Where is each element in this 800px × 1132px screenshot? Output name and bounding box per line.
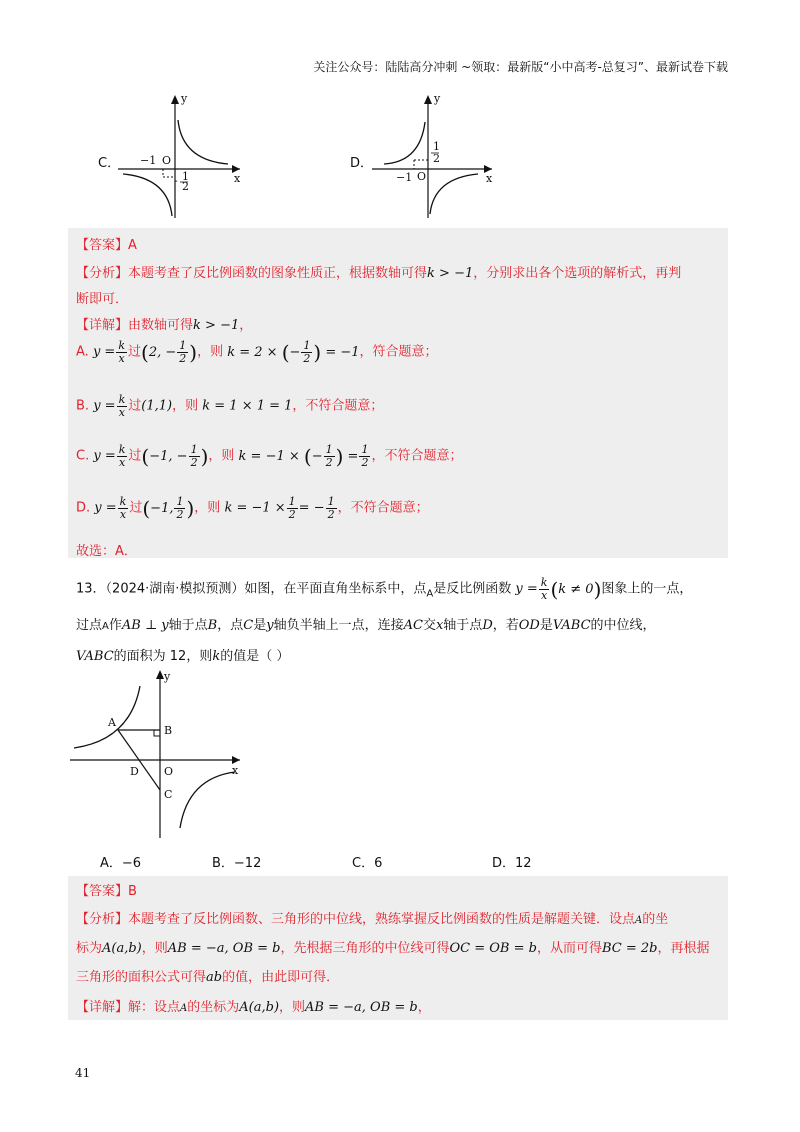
q13-l2-g: 交 bbox=[422, 618, 436, 633]
q13-l2-y: y bbox=[266, 618, 274, 633]
graph-d-neg1: −1 bbox=[396, 171, 413, 184]
q13-analysis-coord: A(a,b) bbox=[102, 941, 142, 956]
q13-l2-f: 轴负半轴上一点，连接 bbox=[273, 618, 404, 633]
q13-line3 bbox=[76, 645, 289, 664]
q13-analysis-line1 bbox=[76, 908, 668, 927]
q13-detail-2: 的坐标为 bbox=[187, 1000, 240, 1015]
q13-detail-coord: A(a,b) bbox=[239, 1000, 280, 1015]
q13-answer: B bbox=[128, 884, 137, 899]
q12-b-expr: k = 1 × 1 = 1 bbox=[202, 398, 293, 414]
q12-option-b-line: B. y = $\frac{k}{x}$ 过(1,1)，则 k = 1 × 1 = 1，不符合题意； bbox=[76, 393, 384, 419]
q13-detail-3: ，则 bbox=[279, 1000, 306, 1015]
q13-analysis-ab: ab bbox=[206, 970, 223, 985]
q13-line1: 13．（2024·湖南·模拟预测）如图，在平面直角坐标系中，点$_A$是反比例函数 y = $\frac{k}{x}$ (k ≠ 0)图象上的一点， bbox=[76, 576, 693, 602]
q12-detail-ineq: k > −1 bbox=[193, 318, 240, 333]
q13-l2-pt: A bbox=[102, 621, 109, 632]
q13-detail-eq: AB = −a, OB = b bbox=[305, 1000, 418, 1015]
q13-analysis-2: 的坐 bbox=[642, 912, 669, 927]
q12-c-guo: 过 bbox=[128, 448, 142, 464]
q13-analysis-6: ，从而可得 bbox=[536, 941, 602, 956]
q13-l2-OD: OD bbox=[518, 618, 540, 633]
q13-l2-j: 是 bbox=[539, 618, 553, 633]
q13-line2 bbox=[76, 614, 656, 633]
page-number: 41 bbox=[75, 1066, 91, 1080]
q13-fig-C: C bbox=[164, 788, 173, 801]
q13-answer-line bbox=[76, 880, 137, 899]
graph-c-half-n: 1 bbox=[182, 170, 189, 183]
q13-figure bbox=[70, 668, 250, 843]
q12-d-nofit: ，不符合题意； bbox=[337, 500, 429, 516]
q12-analysis-line1 bbox=[76, 262, 681, 281]
q12-answer-tag: 【答案】 bbox=[76, 238, 129, 253]
q13-l2-k: 的中位线， bbox=[590, 618, 656, 633]
q13-l2-i: ，若 bbox=[492, 618, 519, 633]
q13-l3-k: k bbox=[212, 649, 221, 664]
q12-detail-text: 由数轴可得 bbox=[128, 318, 194, 333]
q13-l2-a: 过点 bbox=[76, 618, 103, 633]
graph-d-origin: O bbox=[417, 170, 427, 183]
q13-choice-d: D．12 bbox=[492, 856, 532, 871]
graph-c-neg1: −1 bbox=[140, 154, 157, 167]
q13-detail-pt: A bbox=[180, 1003, 188, 1014]
q12-analysis-text1: 本题考查了反比例函数的图象性质正，根据数轴可得 bbox=[128, 266, 428, 281]
q13-l2-C: C bbox=[243, 618, 254, 633]
q13-choice-b: B．−12 bbox=[212, 856, 262, 871]
q13-choice-c: C．6 bbox=[352, 856, 383, 871]
q12-detail-tag: 【详解】 bbox=[76, 318, 129, 333]
q13-analysis-5: ，先根据三角形的中位线可得 bbox=[280, 941, 450, 956]
q13-analysis-line2 bbox=[76, 937, 709, 956]
q12-option-c-line: C. y = $\frac{k}{x}$ 过(−1, − $\frac{1}{2}$ )，则 k = −1 × (− $\frac{1}{2}$ ) = $\frac{1}{2}$ ，不符合题意； bbox=[76, 443, 463, 469]
graph-d-x: x bbox=[486, 172, 493, 185]
q12-b-point: (1,1) bbox=[141, 398, 173, 414]
graph-c-half-d: 2 bbox=[182, 180, 189, 193]
q12-answer: A bbox=[128, 238, 137, 253]
option-d-label: D． bbox=[350, 156, 374, 171]
q13-line1-point: A bbox=[426, 588, 434, 600]
q12-b-guo: 过 bbox=[128, 398, 142, 414]
q13-l2-b: 作 bbox=[108, 618, 122, 633]
q13-analysis-pt: A bbox=[635, 915, 643, 926]
q13-l2-h: 轴于点 bbox=[443, 618, 483, 633]
q13-detail-1: 解：设点 bbox=[128, 1000, 181, 1015]
q13-l3-tri: VABC bbox=[76, 649, 114, 664]
q13-l2-x: x bbox=[435, 618, 444, 633]
q13-fig-y: y bbox=[164, 670, 171, 683]
q12-analysis-tag: 【分析】 bbox=[76, 266, 129, 281]
q13-fig-B: B bbox=[164, 724, 173, 737]
q12-d-guo: 过 bbox=[129, 500, 143, 516]
q13-l2-e: 是 bbox=[253, 618, 267, 633]
q12-detail-line bbox=[76, 314, 252, 333]
graph-d-y: y bbox=[434, 92, 441, 105]
q13-l2-c: 轴于点 bbox=[168, 618, 208, 633]
q12-a-guo: 过 bbox=[127, 344, 141, 360]
page-header: 关注公众号：陆陆高分冲刺 ~领取：最新版“小中高考-总复习”、最新试卷下载 bbox=[313, 60, 728, 74]
q12-analysis-line2: 断即可． bbox=[76, 292, 129, 307]
q12-a-ze: ，则 bbox=[197, 344, 224, 360]
graph-option-d bbox=[372, 92, 502, 222]
q13-fig-A: A bbox=[108, 716, 116, 729]
q12-d-ze: ，则 bbox=[194, 500, 221, 516]
q12-c-label: C. bbox=[76, 448, 90, 464]
q12-analysis-text2: ，分别求出各个选项的解析式，再判 bbox=[473, 266, 682, 281]
q13-analysis-8: 三角形的面积公式可得 bbox=[76, 970, 207, 985]
q13-analysis-1: 本题考查了反比例函数、三角形的中位线，熟练掌握反比例函数的性质是解题关键．设点 bbox=[128, 912, 636, 927]
q13-analysis-eq3: BC = 2b bbox=[601, 941, 658, 956]
q13-analysis-tag: 【分析】 bbox=[76, 912, 129, 927]
q13-l2-tri: VABC bbox=[552, 618, 591, 633]
graph-c-origin: O bbox=[162, 154, 172, 167]
q12-analysis-ineq: k > −1 bbox=[427, 266, 474, 281]
graph-c-minus: - bbox=[174, 174, 178, 187]
q13-l2-D: D bbox=[482, 618, 493, 633]
graph-d-half-n: 1 bbox=[433, 140, 440, 153]
q13-line1-c: 图象上的一点， bbox=[601, 581, 693, 597]
q12-a-label: A. bbox=[76, 344, 89, 360]
q13-l2-AC: AC bbox=[403, 618, 423, 633]
graph-option-c bbox=[118, 92, 248, 222]
q12-c-ze: ，则 bbox=[208, 448, 235, 464]
q12-detail-end: ， bbox=[239, 318, 253, 333]
q13-fig-x: x bbox=[232, 764, 239, 777]
q12-answer-line bbox=[76, 234, 137, 253]
q13-analysis-line3 bbox=[76, 966, 339, 985]
q12-b-nofit: ，不符合题意； bbox=[292, 398, 384, 414]
q13-l3-b: 的值是（ ） bbox=[220, 649, 290, 664]
q13-analysis-9: 的值，由此即可得． bbox=[222, 970, 340, 985]
q13-detail-tag: 【详解】 bbox=[76, 1000, 129, 1015]
q13-l3-a: 的面积为 12，则 bbox=[113, 649, 213, 664]
q13-fig-D: D bbox=[130, 765, 139, 778]
q12-a-fit: ，符合题意； bbox=[359, 344, 438, 360]
q12-conclusion: 故选：A． bbox=[76, 544, 137, 559]
q12-option-d-line: D. y = $\frac{k}{x}$ 过(−1, $\frac{1}{2}$ )，则 k = −1 × $\frac{1}{2}$ = − $\frac{1}{2}$ ，不符合题意； bbox=[76, 495, 429, 521]
graph-d-half-d: 2 bbox=[433, 152, 440, 165]
q13-l2-B: B bbox=[207, 618, 218, 633]
q12-b-label: B. bbox=[76, 398, 90, 414]
q13-choice-a: A．−6 bbox=[100, 856, 142, 871]
graph-c-x: x bbox=[234, 172, 241, 185]
q12-d-label: D. bbox=[76, 500, 91, 516]
q13-analysis-7: ，再根据 bbox=[657, 941, 710, 956]
q13-line1-b: 是反比例函数 bbox=[433, 581, 512, 597]
q13-analysis-4: ，则 bbox=[141, 941, 168, 956]
q13-analysis-3: 标为 bbox=[76, 941, 103, 956]
q13-answer-tag: 【答案】 bbox=[76, 884, 129, 899]
q13-detail-line bbox=[76, 996, 431, 1015]
q13-detail-end: ， bbox=[417, 1000, 431, 1015]
q12-option-a-line: A. y = $\frac{k}{x}$ 过(2, − $\frac{1}{2}$ )，则 k = 2 × (− $\frac{1}{2}$ ) = −1，符合题意； bbox=[76, 339, 438, 365]
graph-c-y: y bbox=[181, 92, 188, 105]
q12-b-ze: ，则 bbox=[172, 398, 199, 414]
q13-analysis-eq2: OC = OB = b bbox=[449, 941, 537, 956]
option-c-label: C． bbox=[98, 156, 121, 171]
q13-l2-ab: AB ⊥ y bbox=[121, 618, 169, 633]
q13-l2-d: ，点 bbox=[217, 618, 244, 633]
q12-c-nofit: ，不符合题意； bbox=[371, 448, 463, 464]
q13-analysis-eq1: AB = −a, OB = b bbox=[167, 941, 281, 956]
q13-fig-O: O bbox=[164, 765, 174, 778]
q13-line1-a: 13．（2024·湖南·模拟预测）如图，在平面直角坐标系中，点 bbox=[76, 581, 427, 597]
